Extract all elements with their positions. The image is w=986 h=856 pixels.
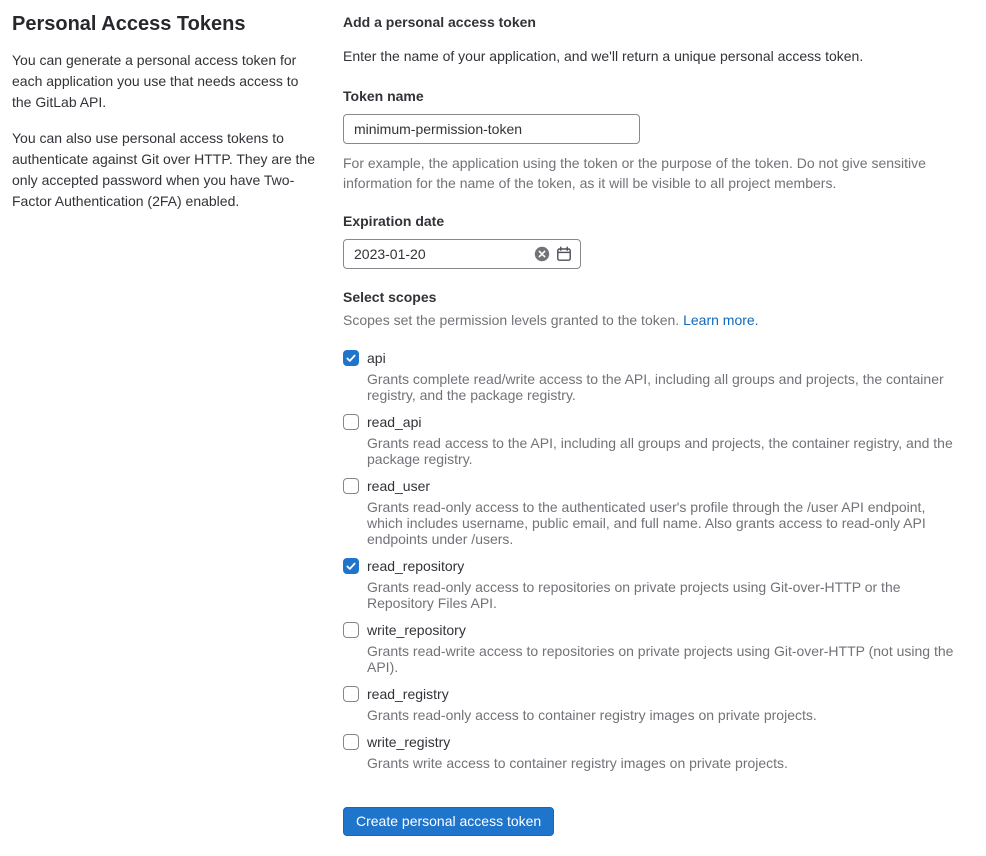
add-token-form — [343, 12, 963, 836]
expiration-date-group — [343, 213, 963, 269]
scope-row — [343, 476, 963, 547]
clear-date-button[interactable] — [534, 246, 550, 262]
scope-checkbox[interactable] — [343, 350, 359, 366]
scope-checkbox[interactable] — [343, 734, 359, 750]
form-subheading: Enter the name of your application, and we'll return a unique personal access token. — [343, 48, 864, 64]
scope-name[interactable]: api — [367, 350, 386, 366]
scope-row — [343, 620, 963, 675]
description-panel — [12, 12, 315, 836]
expiration-date-field — [343, 239, 581, 269]
open-calendar-button[interactable] — [556, 246, 572, 262]
scope-row — [343, 412, 963, 467]
intro-paragraph: You can generate a personal access token for each application you use that needs access to the GitLab API. — [12, 52, 299, 110]
scope-name[interactable]: read_api — [367, 414, 422, 430]
page-title: Personal Access Tokens — [12, 13, 246, 35]
scopes-subtitle — [343, 310, 963, 330]
scope-description: Grants read access to the API, including all groups and projects, the container registry, and the package registry. — [367, 435, 953, 467]
token-name-input[interactable] — [343, 114, 640, 144]
clear-circle-x-icon — [534, 246, 550, 262]
expiration-date-input[interactable] — [344, 240, 528, 268]
token-name-group — [343, 88, 963, 193]
scope-checkbox[interactable] — [343, 622, 359, 638]
scope-row — [343, 348, 963, 403]
scope-description: Grants write access to container registry images on private projects. — [367, 755, 788, 771]
intro-paragraph: You can also use personal access tokens to authenticate against Git over HTTP. They are the only accepted password when you have Two-Factor Authentication (2FA) enabled. — [12, 130, 315, 209]
scope-name[interactable]: write_registry — [367, 734, 451, 750]
scope-name[interactable]: read_user — [367, 478, 431, 494]
calendar-icon — [556, 246, 572, 262]
scope-description: Grants read-only access to repositories on private projects using Git-over-HTTP or the Repository Files API. — [367, 579, 901, 611]
scopes-subtitle-text: Scopes set the permission levels granted to the token. — [343, 312, 684, 328]
token-name-label: Token name — [343, 88, 424, 104]
scope-checkbox[interactable] — [343, 478, 359, 494]
scope-checkbox[interactable] — [343, 558, 359, 574]
scope-description: Grants read-write access to repositories on private projects using Git-over-HTTP (not using the API). — [367, 643, 954, 675]
select-scopes-label: Select scopes — [343, 289, 437, 305]
scope-name[interactable]: read_repository — [367, 558, 465, 574]
scope-description: Grants read-only access to container registry images on private projects. — [367, 707, 817, 723]
scope-description: Grants read-only access to the authenticated user's profile through the /user API endpoint, which includes username, public email, and full name. Also grants access to read-only API endpoints under /users. — [367, 499, 926, 547]
scope-checkbox[interactable] — [343, 686, 359, 702]
scope-name[interactable]: write_repository — [367, 622, 466, 638]
expiration-date-label: Expiration date — [343, 213, 445, 229]
form-heading: Add a personal access token — [343, 14, 536, 30]
scope-row — [343, 732, 963, 771]
scope-description: Grants complete read/write access to the API, including all groups and projects, the container registry, and the package registry. — [367, 371, 944, 403]
create-token-button[interactable]: Create personal access token — [343, 807, 554, 836]
scope-row — [343, 684, 963, 723]
scope-checkbox[interactable] — [343, 414, 359, 430]
scope-row — [343, 556, 963, 611]
token-name-help: For example, the application using the token or the purpose of the token. Do not give sensitive information for the name of the token, as it will be visible to all project members. — [343, 155, 926, 191]
select-scopes-section — [343, 289, 963, 771]
scope-name[interactable]: read_registry — [367, 686, 449, 702]
learn-more-link[interactable]: Learn more. — [683, 312, 759, 328]
